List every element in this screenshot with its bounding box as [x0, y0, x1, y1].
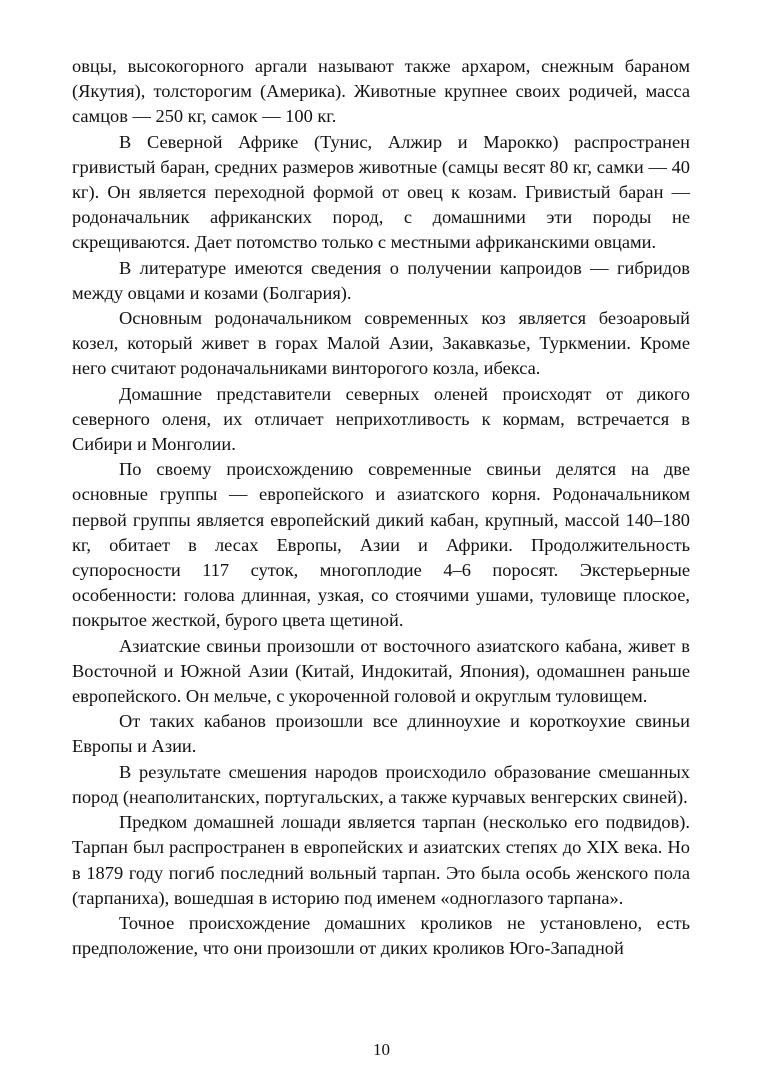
paragraph-9: В результате смешения народов происходило образование смешанных пород (неаполитанских, португальских, а также курчавых венгерских свиней). — [72, 761, 690, 807]
paragraph-6: По своему происхождению современные свиньи делятся на две основные группы — европейского и азиатского корня. Родоначальником первой группы является европейский дикий кабан, крупный, массой 140–180 кг, обитает в лесах Европы, Азии и Африки. Продолжительность супоросности 117 суток, многоплодие 4–6 поросят. Экстерьерные особенности: голова длинная, узкая, со стоячими ушами, туловище плоское, покрытое жесткой, бурого цвета щетиной. — [72, 459, 690, 631]
paragraph-10: Предком домашней лошади является тарпан (несколько его подвидов). Тарпан был распространен в европейских и азиатских степях до XIX века. Но в 1879 году погиб последний вольный тарпан. Это была особь женского пола (тарпаниха), вошедшая в историю под именем «одноглазого тарпана». — [72, 812, 690, 908]
body-text — [72, 54, 690, 961]
paragraph-5: Домашние представители северных оленей происходят от дикого северного оленя, их отличает неприхотливость к кормам, встречается в Сибири и Монголии. — [72, 383, 690, 455]
page-number: 10 — [373, 1040, 390, 1059]
paragraph-4: Основным родоначальником современных коз является безоаровый козел, который живет в горах Малой Азии, Закавказье, Туркмении. Кроме него считают родоначальниками винторогого козла, ибекса. — [72, 308, 690, 379]
paragraph-1: овцы, высокогорного аргали называют также архаром, снежным бараном (Якутия), толсторогим (Америка). Животные крупнее своих родичей, масса самцов — 250 кг, самок — 100 кг. — [72, 56, 690, 127]
paragraph-7: Азиатские свиньи произошли от восточного азиатского кабана, живет в Восточной и Южной Азии (Китай, Индокитай, Япония), одомашнен раньше европейского. Он мельче, с укороченной головой и округлым туловищем. — [72, 635, 690, 707]
paragraph-8: От таких кабанов произошли все длинноухие и короткоухие свиньи Европы и Азии. — [72, 711, 690, 757]
paragraph-11: Точное происхождение домашних кроликов не установлено, есть предположение, что они произошли от диких кроликов Юго-Западной — [72, 912, 690, 959]
paragraph-3: В литературе имеются сведения о получении капроидов — гибридов между овцами и козами (Болгария). — [72, 257, 690, 303]
paragraph-2: В Северной Африке (Тунис, Алжир и Марокко) распространен гривистый баран, средних размеров животные (самцы весят 80 кг, самки — 40 кг). Он является переходной формой от овец к козам. Гривистый баран — родоначальник африканских пород, с домашними эти породы не скрещиваются. Дает потомство только с местными африканскими овцами. — [72, 131, 690, 253]
